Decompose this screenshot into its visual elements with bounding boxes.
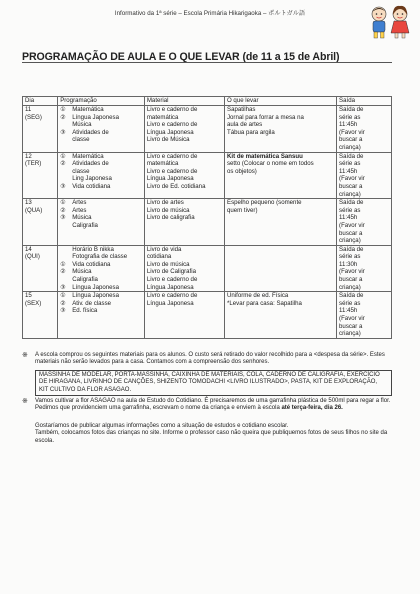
exit-line: 11:30h [339,260,358,268]
material-line: Livro de Caligrafia [146,268,196,276]
asterisk-icon: ※ [22,398,28,406]
header-material: Material [144,97,224,106]
asagao-note-text: Vamos cultivar a flor ASAGAO na aula de Estudo do Cotidiano. É precisaremos de uma garrafinha plástica de 500ml para regar a flor. Pedimos que providenciem uma garrafinha, escrevam o nome da criança e enviem à escola [35,398,391,412]
program-item [60,300,142,308]
subject-label: Caligrafia [72,221,98,229]
day-line: 13 [25,199,32,207]
period-number: ② [60,268,66,276]
day-line: (QUI) [25,253,40,261]
exit-line: criança) [339,330,361,338]
material-line: Língua Japonesa [146,128,194,136]
material-line: Livro e caderno de [146,276,198,284]
exit-line: série as [339,299,361,307]
subject-label: Língua Japonesa [72,292,119,300]
exit-line: série as [339,206,361,214]
header-day: Dia [23,97,58,106]
exit-cell [337,292,392,339]
bring-line: os objetos) [227,167,257,175]
program-item [60,307,142,315]
program-item [60,284,142,292]
program-item [60,175,142,183]
material-line: Livro e caderno de [146,152,198,160]
day-cell [23,199,58,246]
exit-line: Saída de [339,152,364,160]
program-cell [58,106,145,153]
day-line: 11 [25,106,32,113]
subject-label: Matemática [72,152,104,160]
period-number: ① [60,106,66,113]
subject-label: Caligrafia [72,276,98,284]
exit-line: buscar a [339,136,363,144]
bring-line: Jornal para forrar a mesa na [227,113,304,121]
asagao-deadline: até terça-feira, dia 26. [281,405,343,412]
exit-line: Saída de [339,245,364,253]
bring-line: Espelho pequeno (somente [227,199,302,207]
exit-line: (Favor vir [339,128,365,136]
material-line: Língua Japonesa [146,299,194,307]
program-item [60,168,142,176]
table-row [23,199,392,246]
program-item [60,160,142,168]
subject-label: classe [72,136,90,144]
material-cell [144,292,224,339]
day-cell [23,292,58,339]
period-number: ③ [60,307,66,315]
materials-list-box: MASSINHA DE MODELAR, PORTA-MASSINHA, CAIXINHA DE MATERIAIS, COLA, CADERNO DE CALIGRAFIA, EXERCÍCIO DE HIRAGANA, LIVRINHO DE CANÇÕES, SHIZENTO TOMODACHI <LIVRO ILUSTRADO>, PASTA, KIT DE EXPLORAÇÃO, KIT CULTIVO DA FLOR ASAGAO. [35,370,392,396]
day-cell [23,106,58,153]
exit-cell [337,245,392,292]
day-cell [23,245,58,292]
subject-label: Artes [72,199,87,207]
material-line: Livro de Música [146,136,190,144]
material-line: Livro e caderno de [146,167,198,175]
exit-cell [337,106,392,153]
material-cell [144,106,224,153]
subject-label: Língua Japonesa [72,283,119,291]
exit-line: série as [339,113,361,121]
bring-line: *Levar para casa: Sapatilha [227,299,302,307]
exit-line: 11:45h [339,121,358,129]
day-line: (SEG) [25,113,42,121]
period-number: ③ [60,182,66,190]
subject-label: Música [72,214,92,222]
material-line: Livro de música [146,206,190,214]
document-title: PROGRAMAÇÃO DE AULA E O QUE LEVAR (de 11 a 15 de Abril) [22,51,340,63]
subject-label: Fotografia de classe [72,253,128,261]
girl-figure [391,6,409,38]
program-cell [58,199,145,246]
bring-cell [225,245,337,292]
program-item [60,246,142,254]
asagao-note [22,398,392,413]
period-number: ① [60,152,66,160]
program-item [60,129,142,137]
subject-label: Atividades de [72,160,109,168]
period-number: ① [60,260,66,268]
schedule-table [22,96,392,339]
table-row [23,292,392,339]
exit-line: 11:45h [339,307,358,315]
bring-cell [225,152,337,199]
program-item [60,261,142,269]
exit-line: série as [339,253,361,261]
bring-line: Kit de matemática Sansuu [227,152,303,160]
asterisk-icon: ※ [22,352,28,359]
program-item [60,106,142,114]
material-cell [144,245,224,292]
subject-label: Horário B nikka [72,245,114,253]
period-number: ① [60,199,66,207]
program-item [60,292,142,300]
period-number: ③ [60,214,66,222]
material-cell [144,199,224,246]
bring-cell [225,199,337,246]
program-cell [58,152,145,199]
program-item [60,114,142,122]
bring-line: aula de artes [227,121,263,129]
material-line: Livro de artes [146,199,184,207]
exit-line: buscar a [339,229,363,237]
subject-label: Atividades de [72,128,109,136]
subject-label: Música [72,268,92,276]
exit-line: buscar a [339,322,363,330]
material-line: Língua Japonesa [146,175,194,183]
material-line: Livro de vida [146,245,182,253]
header-program: Programação [58,97,145,106]
exit-cell [337,199,392,246]
table-row [23,152,392,199]
closing-paragraph [22,423,392,445]
program-item [60,268,142,276]
newsletter-header [0,8,420,17]
newsletter-header-text: Informativo da 1ª série – Escola Primária Hikarigaoka – ポルトガル語 [114,10,306,17]
period-number: ② [60,206,66,214]
exit-line: 11:45h [339,167,358,175]
materials-note [22,352,392,367]
day-line: 15 [25,292,32,300]
period-number: ③ [60,128,66,136]
table-header-row [23,97,392,106]
title-divider [22,62,392,63]
exit-line: criança) [339,190,361,198]
boy-figure [372,7,386,38]
exit-line: Saída de [339,292,364,300]
bring-line: setto (Colocar o nome em todos [227,160,314,168]
material-line: Livro e caderno de [146,292,198,300]
subject-label: Ativ. de classe [72,299,112,307]
exit-line: criança) [339,237,361,245]
subject-label: Matemática [72,106,104,113]
header-bring: O que levar [225,97,337,106]
exit-line: 11:45h [339,214,358,222]
material-line: Livro de música [146,260,190,268]
program-item [60,136,142,144]
exit-line: (Favor vir [339,221,365,229]
material-line: matemática [146,113,179,121]
subject-label: Ed. física [72,307,98,315]
subject-label: Artes [72,206,87,214]
exit-line: (Favor vir [339,268,365,276]
material-line: Livro de Ed. cotidiana [146,182,206,190]
bring-line: Tábua para argila [227,128,275,136]
subject-label: Ling Japonesa [72,175,112,183]
program-cell [58,245,145,292]
exit-line: Saída de [339,106,364,113]
material-line: matemática [146,160,179,168]
program-item [60,121,142,129]
exit-line: buscar a [339,276,363,284]
closing-line-2: Também, colocamos fotos das crianças no site. Informe o professor caso não queira que publiquemos fotos de seus filhos no site da escola. [35,430,388,444]
children-illustration [368,3,412,39]
day-line: 14 [25,245,32,253]
subject-label: Música [72,121,92,129]
exit-line: buscar a [339,182,363,190]
program-item [60,183,142,191]
schedule-body [23,106,392,339]
program-item [60,207,142,215]
day-line: (SEX) [25,299,42,307]
subject-label: classe [72,167,90,175]
program-item [60,214,142,222]
exit-line: (Favor vir [339,315,365,323]
subject-label: Vida cotidiana [72,260,111,268]
exit-line: criança) [339,143,361,151]
exit-line: criança) [339,283,361,291]
materials-note-text: A escola comprou os seguintes materiais para os alunos. O custo será retirado do valor recolhido para a <despesa da série>. Estes materiais não serão levados para a casa. Contamos com a compreensão dos senhores. [35,352,385,366]
day-cell [23,152,58,199]
bring-line: Uniforme de ed. Física [227,292,289,300]
table-row [23,106,392,153]
bring-line: quem tiver) [227,206,258,214]
exit-line: série as [339,160,361,168]
material-line: cotidiana [146,253,172,261]
day-line: (TER) [25,160,42,168]
program-item [60,253,142,261]
day-line: (QUA) [25,206,43,214]
notes-section [22,352,392,445]
material-cell [144,152,224,199]
program-item [60,199,142,207]
bring-cell [225,292,337,339]
subject-label: Vida cotidiana [72,182,111,190]
bring-line: Sapatilhas [227,106,256,113]
material-line: Livro e caderno de [146,121,198,129]
table-row [23,245,392,292]
program-item [60,276,142,284]
period-number: ② [60,113,66,121]
period-number: ② [60,299,66,307]
day-line: 12 [25,152,32,160]
period-number: ② [60,160,66,168]
material-line: Língua Japonesa [146,283,194,291]
program-item [60,222,142,230]
exit-line: (Favor vir [339,175,365,183]
closing-line-1: Gostaríamos de publicar algumas informações como a situação de estudos e cotidiano escolar. [35,422,289,429]
material-line: Livro e caderno de [146,106,198,113]
exit-cell [337,152,392,199]
period-number: ① [60,292,66,300]
program-item [60,153,142,161]
exit-line: Saída de [339,199,364,207]
header-exit: Saída [337,97,392,106]
subject-label: Língua Japonesa [72,113,119,121]
material-line: Livro de caligrafia [146,214,195,222]
program-cell [58,292,145,339]
bring-cell [225,106,337,153]
period-number: ③ [60,283,66,291]
